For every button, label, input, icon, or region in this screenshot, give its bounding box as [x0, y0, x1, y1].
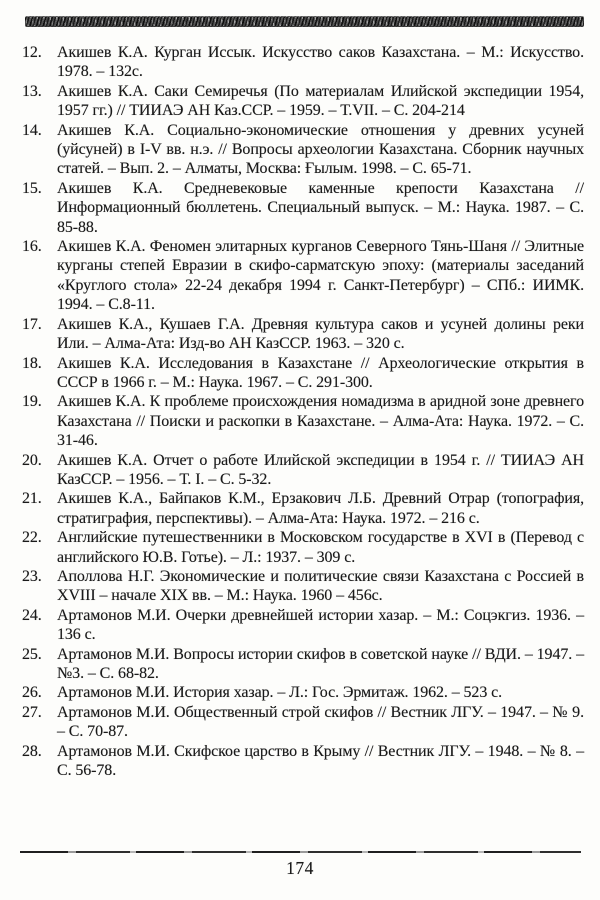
entry-text: Акишев К.А. Социально-экономические отношения у древних усуней (уйсуней) в I-V вв. н.э. // Вопросы археологии Казахстана. Сборник научных статей. – Вып. 2. – Алматы, Москва: Ғылым. 1998. – С. 65-71.: [57, 121, 584, 178]
entry-number: 17.: [22, 315, 42, 333]
entry-text: Артамонов М.И. Вопросы истории скифов в советской науке // ВДИ. – 1947. – №3. – С. 68-82.: [57, 645, 584, 682]
entry-text: Артамонов М.И. История хазар. – Л.: Гос. Эрмитаж. 1962. – 523 с.: [57, 684, 503, 702]
bibliography-entry: [22, 392, 584, 450]
entry-number: 25.: [22, 645, 42, 663]
entry-number: 12.: [22, 44, 42, 61]
bibliography-entry: [22, 645, 584, 684]
entry-text: Акишев К.А. Феномен элитарных курганов Северного Тянь-Шаня // Элитные курганы степей Евразии в скифо-сарматскую эпоху: (материалы заседаний «Круглого стола» 22-24 декабря 1994 г. Санкт-Петербург) – СПб.: ИИМК. 1994. – С.8-11.: [57, 238, 584, 314]
entry-number: 15.: [22, 179, 42, 197]
bibliography-entry: [22, 683, 584, 702]
entry-number: 27.: [22, 703, 42, 721]
bibliography-entry: [22, 82, 584, 121]
bibliography-entry: [22, 451, 584, 490]
entry-number: 21.: [22, 490, 42, 508]
bibliography-entry: [22, 354, 584, 393]
bibliography-entry: [22, 528, 584, 567]
entry-text: Артамонов М.И. Скифское царство в Крыму // Вестник ЛГУ. – 1948. – № 8. – С. 56-78.: [57, 742, 584, 780]
bibliography-entry: [22, 121, 584, 179]
entry-text: Артамонов М.И. Очерки древнейшей истории хазар. – М.: Соцэкгиз. 1936. – 136 с.: [57, 606, 584, 644]
ornament-border-top: [25, 16, 584, 27]
entry-text: Аполлова Н.Г. Экономические и политические связи Казахстана с Россией в XVIII – начале XIX вв. – М.: Наука. 1960 – 456с.: [57, 567, 584, 605]
bibliography-entry: [22, 179, 584, 237]
entry-number: 22.: [22, 529, 42, 547]
entry-number: 20.: [22, 451, 42, 469]
bibliography-entry: [22, 315, 584, 354]
entry-text: Акишев К.А. Отчет о работе Илийской экспедиции в 1954 г. // ТИИАЭ АН КазССР. – 1956. – Т. I. – С. 5-32.: [57, 451, 584, 488]
bibliography-list: [22, 43, 584, 780]
entry-text: Артамонов М.И. Общественный строй скифов // Вестник ЛГУ. – 1947. – № 9. – С. 70-87.: [57, 703, 584, 741]
page-number: 174: [286, 858, 314, 878]
entry-number: 14.: [22, 121, 42, 139]
entry-number: 24.: [22, 606, 42, 624]
entry-number: 13.: [22, 82, 42, 100]
bibliography-entry: [22, 237, 584, 315]
entry-number: 18.: [22, 354, 42, 372]
entry-text: Акишев К.А., Кушаев Г.А. Древняя культура саков и усуней долины реки Или. – Алма-Ата: Изд-во АН КазССР. 1963. – 320 с.: [57, 315, 584, 353]
bibliography-entry: [22, 567, 584, 606]
entry-number: 26.: [22, 684, 42, 702]
entry-text: Акишев К.А. Исследования в Казахстане // Археологические открытия в СССР в 1966 г. – М.: Наука. 1967. – С. 291-300.: [57, 354, 584, 391]
bibliography-entry: [22, 43, 584, 82]
footer-divider: [20, 851, 581, 853]
entry-text: Акишев К.А. Саки Семиречья (По материалам Илийской экспедиции 1954, 1957 гг.) // ТИИАЭ АН Каз.ССР. – 1959. – Т.VII. – С. 204-214: [57, 82, 584, 120]
entry-number: 16.: [22, 238, 42, 256]
bibliography-entry: [22, 742, 584, 781]
bibliography-entry: [22, 489, 584, 528]
entry-text: Акишев К.А. Курган Иссык. Искусство саков Казахстана. – М.: Искусство. 1978. – 132с.: [57, 44, 584, 81]
entry-text: Акишев К.А., Байпаков К.М., Ерзакович Л.Б. Древний Отрар (топография, стратиграфия, перспективы). – Алма-Ата: Наука. 1972. – 216 с.: [57, 490, 584, 527]
bibliography-entry: [22, 703, 584, 742]
entry-number: 23.: [22, 567, 42, 585]
entry-number: 28.: [22, 742, 42, 760]
entry-text: Английские путешественники в Московском государстве в XVI в (Перевод с английского Ю.В. Готье). – Л.: 1937. – 309 с.: [57, 529, 584, 566]
entry-text: Акишев К.А. Средневековые каменные крепости Казахстана // Информационный бюллетень. Специальный выпуск. – М.: Наука. 1987. – С. 85-88.: [57, 179, 584, 236]
bibliography-entry: [22, 606, 584, 645]
entry-text: Акишев К.А. К проблеме происхождения номадизма в аридной зоне древнего Казахстана // Поиски и раскопки в Казахстане. – Алма-Ата: Наука. 1972. – С. 31-46.: [57, 393, 584, 450]
entry-number: 19.: [22, 393, 42, 411]
